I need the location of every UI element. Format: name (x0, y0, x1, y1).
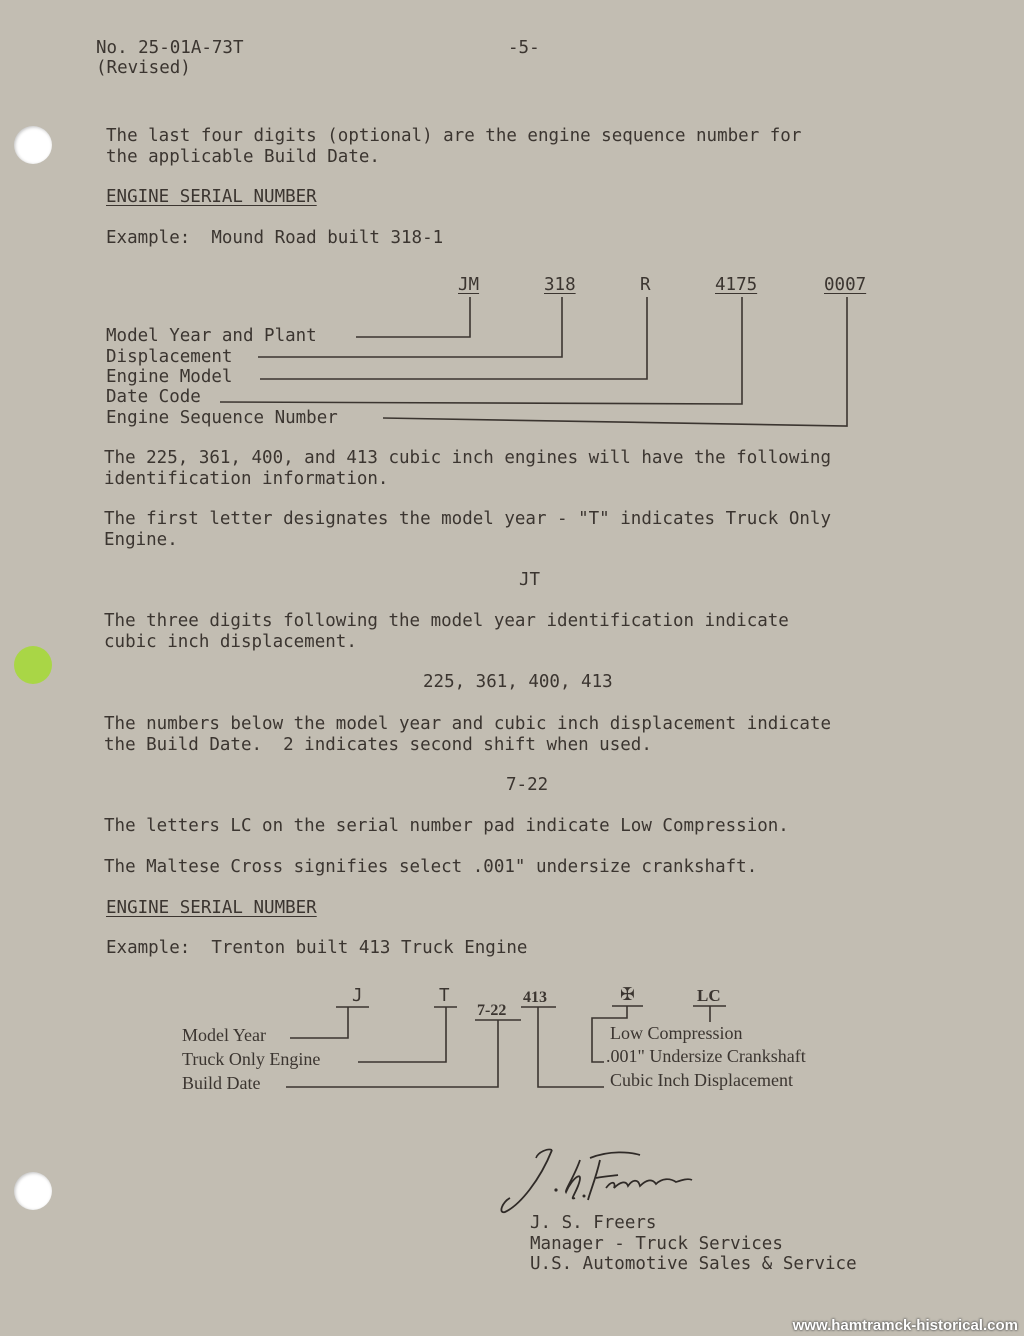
example-2: Example: Trenton built 413 Truck Engine (106, 938, 528, 958)
build-date-example: 7-22 (506, 775, 549, 795)
displacement-list: 225, 361, 400, 413 (423, 672, 613, 692)
signatory-org: U.S. Automotive Sales & Service (530, 1254, 857, 1274)
para-3-line-1: The three digits following the model year identification indicate (104, 611, 789, 631)
code-j: J (352, 986, 363, 1006)
code-lc: LC (697, 986, 721, 1005)
label-engine-sequence: Engine Sequence Number (106, 408, 338, 428)
code-413: 413 (523, 989, 547, 1006)
para-4-line-1: The numbers below the model year and cubic inch displacement indicate (104, 714, 831, 734)
signatory-title: Manager - Truck Services (530, 1234, 783, 1254)
code-0007: 0007 (824, 275, 867, 295)
para-2-line-2: Engine. (104, 530, 178, 550)
para-6: The Maltese Cross signifies select .001" undersize crankshaft. (104, 857, 758, 877)
label-build-date: Build Date (182, 1073, 261, 1093)
page-number: -5- (508, 38, 540, 58)
signatory-name: J. S. Freers (530, 1213, 657, 1233)
example-1: Example: Mound Road built 318-1 (106, 228, 444, 248)
jt-example: JT (519, 570, 541, 590)
code-4175: 4175 (715, 275, 758, 295)
label-date-code: Date Code (106, 387, 201, 407)
code-jm: JM (458, 275, 480, 295)
code-7-22: 7-22 (477, 1002, 507, 1019)
section-heading-1: ENGINE SERIAL NUMBER (106, 187, 317, 207)
label-model-year: Model Year (182, 1025, 266, 1045)
intro-line-1: The last four digits (optional) are the engine sequence number for (106, 126, 802, 146)
maltese-cross-icon: ✠ (620, 985, 635, 1005)
code-r: R (640, 275, 651, 295)
section-heading-2: ENGINE SERIAL NUMBER (106, 898, 317, 918)
label-displacement: Displacement (106, 347, 233, 367)
label-low-compression: Low Compression (610, 1023, 743, 1043)
para-4-line-2: the Build Date. 2 indicates second shift when used. (104, 735, 652, 755)
label-engine-model: Engine Model (106, 367, 233, 387)
label-cubic-inch-displacement: Cubic Inch Displacement (610, 1070, 793, 1090)
label-model-year-plant: Model Year and Plant (106, 326, 317, 346)
revised-note: (Revised) (96, 58, 191, 78)
label-truck-only-engine: Truck Only Engine (182, 1049, 321, 1069)
para-5: The letters LC on the serial number pad indicate Low Compression. (104, 816, 789, 836)
code-318: 318 (544, 275, 576, 295)
para-3-line-2: cubic inch displacement. (104, 632, 357, 652)
para-1-line-1: The 225, 361, 400, and 413 cubic inch engines will have the following (104, 448, 831, 468)
watermark: www.hamtramck-historical.com (792, 1317, 1018, 1334)
label-undersize-crankshaft: .001" Undersize Crankshaft (606, 1046, 806, 1066)
code-t: T (439, 986, 450, 1006)
para-2-line-1: The first letter designates the model year - "T" indicates Truck Only (104, 509, 831, 529)
para-1-line-2: identification information. (104, 469, 389, 489)
doc-number: No. 25-01A-73T (96, 38, 244, 58)
intro-line-2: the applicable Build Date. (106, 147, 380, 167)
